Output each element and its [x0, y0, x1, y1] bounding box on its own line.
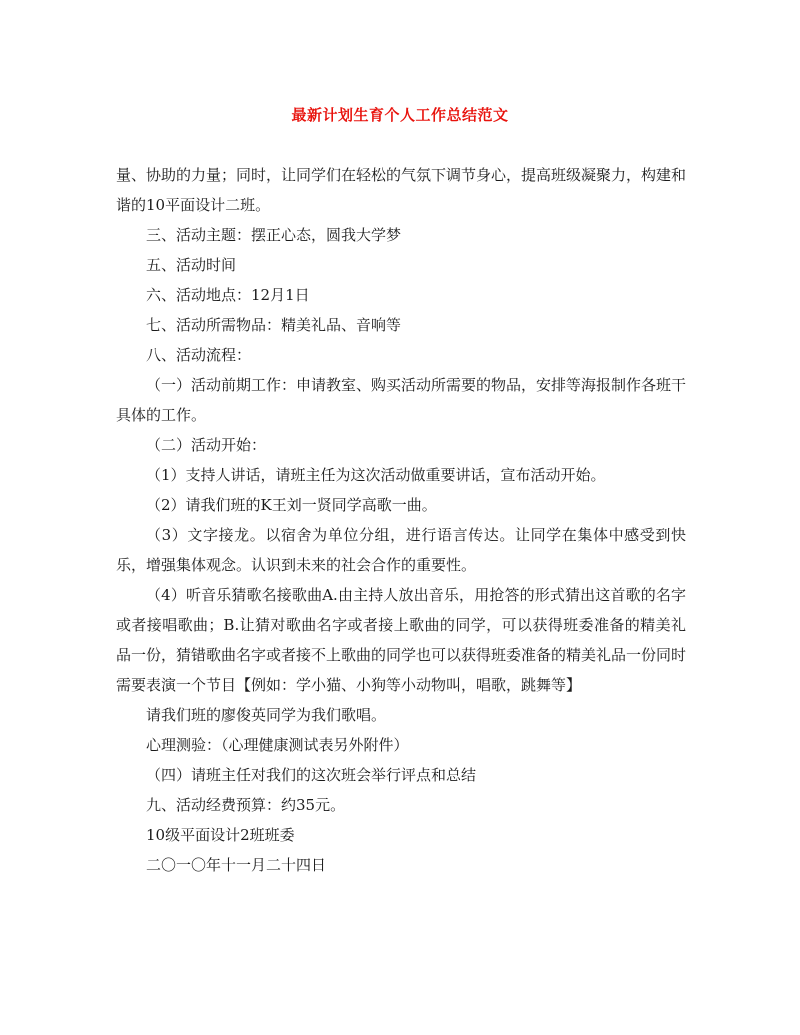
paragraph: （二）活动开始： [146, 436, 267, 454]
paragraph: （4）听音乐猜歌名接歌曲A.由主持人放出音乐，用抢答的形式猜出这首歌的名字或者接唱歌曲；B.让猜对歌曲名字或者接上歌曲的同学，可以获得班委准备的精美礼品一份，猜错歌曲名字或者接不上歌曲的同学也可以获得班委准备的精美礼品一份同时需要表演一个节目【例如：学小猫、小狗等小动物叫，唱歌，跳舞等】 [116, 586, 687, 694]
paragraph: 八、活动流程： [146, 346, 252, 364]
paragraph: 五、活动时间 [146, 256, 237, 274]
paragraph: （一）活动前期工作：申请教室、购买活动所需要的物品，安排等海报制作各班干具体的工作。 [116, 376, 687, 424]
paragraph: 心理测验：（心理健康测试表另外附件） [146, 736, 409, 754]
paragraph: 二〇一〇年十一月二十四日 [146, 856, 327, 874]
paragraph: 三、活动主题：摆正心态，圆我大学梦 [146, 226, 402, 244]
document-body [116, 160, 686, 880]
paragraph: （3）文字接龙。以宿舍为单位分组，进行语言传达。让同学在集体中感受到快乐，增强集体观念。认识到未来的社会合作的重要性。 [116, 526, 686, 574]
paragraph: 六、活动地点：12月1日 [146, 286, 310, 304]
paragraph: （四）请班主任对我们的这次班会举行评点和总结 [146, 766, 477, 784]
paragraph: 七、活动所需物品：精美礼品、音响等 [146, 316, 402, 334]
paragraph: （2）请我们班的K王刘一贤同学高歌一曲。 [146, 496, 437, 514]
paragraph: （1）支持人讲话，请班主任为这次活动做重要讲话，宣布活动开始。 [146, 466, 606, 484]
document-title: 最新计划生育个人工作总结范文 [291, 106, 509, 124]
paragraph: 量、协助的力量；同时，让同学们在轻松的气氛下调节身心，提高班级凝聚力，构建和谐的10平面设计二班。 [116, 166, 687, 214]
paragraph: 请我们班的廖俊英同学为我们歌唱。 [146, 706, 387, 724]
paragraph: 10级平面设计2班班委 [146, 826, 295, 844]
paragraph: 九、活动经费预算：约35元。 [146, 796, 346, 814]
